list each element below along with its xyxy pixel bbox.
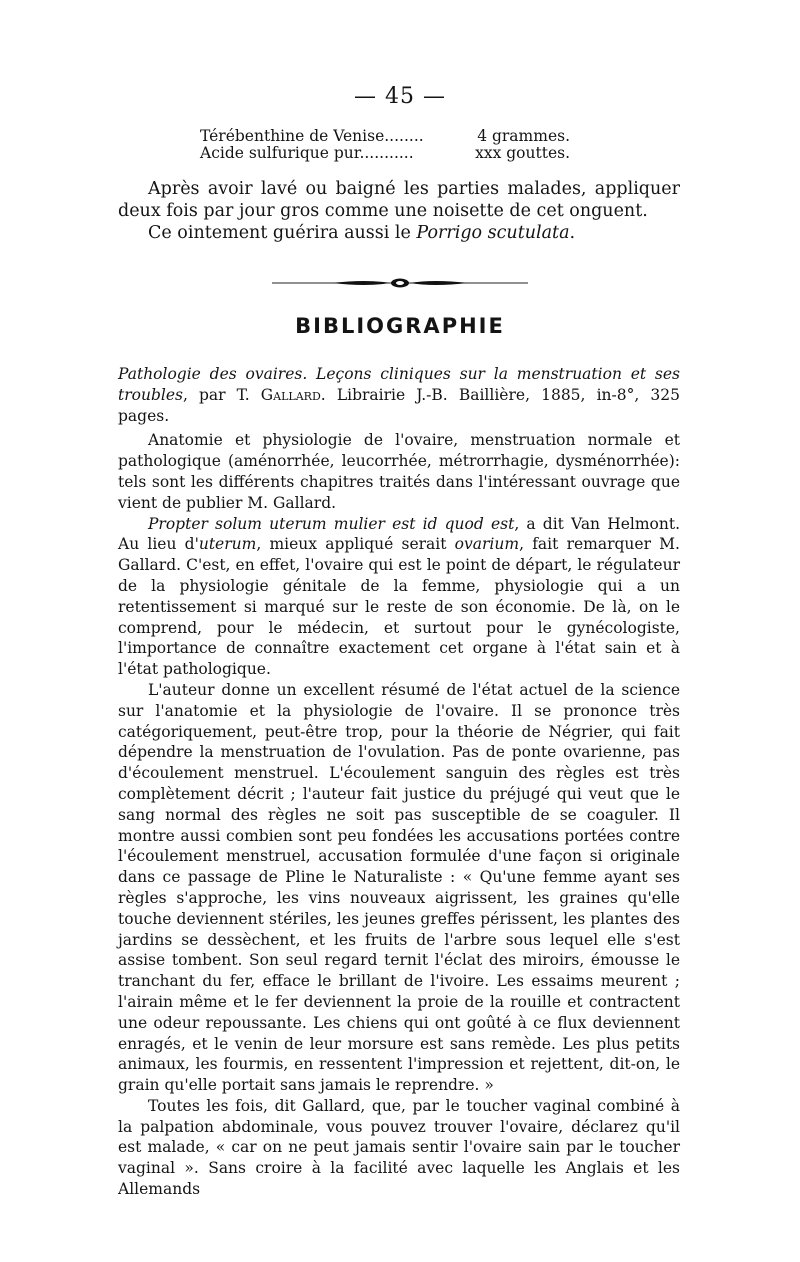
intro-text bbox=[118, 178, 680, 244]
ingredient-name: Térébenthine de Venise........ bbox=[200, 127, 424, 145]
disease-name: Porrigo scutulata bbox=[416, 223, 570, 243]
paragraph bbox=[118, 514, 680, 680]
book-author: Gallard bbox=[260, 385, 321, 404]
page-number: — 45 — bbox=[354, 84, 446, 109]
paragraph-text: , mieux appliqué serait bbox=[256, 535, 455, 554]
paragraph: L'auteur donne un excellent résumé de l'état actuel de la science sur l'anatomie et la physiologie de l'ovaire. Il se prononce très catégoriquement, peut-être trop, pour la théorie de Négrier, qui fait dépendre la menstruation de l'ovulation. Pas de ponte ovarienne, pas d'écoulement menstruel. L'écoulement sanguin des règles est très complètement décrit ; l'auteur fait justice du préjugé qui veut que le sang normal des règles ne soit pas susceptible de se coaguler. Il montre aussi combien sont peu fondées les accusations portées contre l'écoulement menstruel, accusation formulée d'une façon si originale dans ce passage de Pline le Naturaliste : « Qu'une femme ayant ses règles s'approche, les vins nouveaux aigrissent, les graines qu'elle touche deviennent stériles, les jeunes greffes périssent, les plantes des jardins se dessèchent, et les fruits de l'arbre sous lequel elle s'est assise tombent. Son seul regard ternit l'éclat des miroirs, émousse le tranchant du fer, efface le brillant de l'ivoire. Les essaims meurent ; l'airain même et le fer deviennent la proie de la rouille et contractent une odeur repoussante. Les chiens qui ont goûté à ce flux deviennent enragés, et le venin de leur morsure est sans remède. Les plus petits animaux, les fourmis, en ressentent l'impression et rejettent, dit-on, le grain qu'elle portait sans jamais le reprendre. » bbox=[118, 680, 680, 1095]
latin-quote: Propter solum uterum mulier est id quod est bbox=[148, 514, 515, 533]
paragraph: Anatomie et physiologie de l'ovaire, menstruation normale et pathologique (aménorrhée, leucorrhée, métrorrhagie, dysménorrhée): tels sont les différents chapitres traités dans l'intéressant ouvrage que vient de publier M. Gallard. bbox=[118, 431, 680, 512]
book-by: , par T. bbox=[182, 385, 261, 404]
book-title: Pathologie des ovaires. Leçons cliniques sur la menstruation et ses troubles bbox=[118, 365, 680, 404]
paragraph-text: , fait remarquer M. Gallard. C'est, en effet, l'ovaire qui est le point de départ, le régulateur de la physiologie génitale de la femme, physiologie qui a un retentissement si marqué sur le reste de son économie. De là, on le comprend, pour le médecin, et surtout pour le gynécologiste, l'importance de connaître exactement cet organe à l'état sain et à l'état pathologique. bbox=[118, 535, 680, 679]
latin-word: ovarium bbox=[454, 535, 520, 554]
ingredient-quantity: xxx gouttes. bbox=[475, 144, 570, 162]
intro-paragraph-2 bbox=[118, 222, 680, 244]
section-title: BIBLIOGRAPHIE bbox=[295, 314, 505, 338]
intro-text-start: Ce ointement guérira aussi le bbox=[148, 223, 417, 243]
book-publisher: . Librairie J.-B. Baillière, 1885, in-8°, 325 pages. bbox=[118, 385, 680, 425]
intro-text-end: . bbox=[569, 223, 576, 243]
paragraph: Toutes les fois, dit Gallard, que, par le toucher vaginal combiné à la palpation abdominale, vous pouvez trouver l'ovaire, déclarez qu'il est malade, « car on ne peut jamais sentir l'ovaire sain par le toucher vaginal ». Sans croire à la facilité avec laquelle les Anglais et les Allemands bbox=[118, 1096, 680, 1199]
ingredient-quantity: 4 grammes. bbox=[477, 127, 570, 145]
ornament-divider bbox=[272, 277, 528, 289]
book-reference bbox=[118, 364, 680, 426]
ingredient-name: Acide sulfurique pur........... bbox=[200, 144, 414, 162]
intro-paragraph: Après avoir lavé ou baigné les parties malades, appliquer deux fois par jour gros comme une noisette de cet onguent. bbox=[118, 179, 680, 221]
paragraph-text: , a dit Van Helmont. Au lieu d' bbox=[118, 514, 681, 554]
bibliography-body bbox=[118, 364, 680, 1200]
latin-word: uterum bbox=[198, 535, 257, 554]
